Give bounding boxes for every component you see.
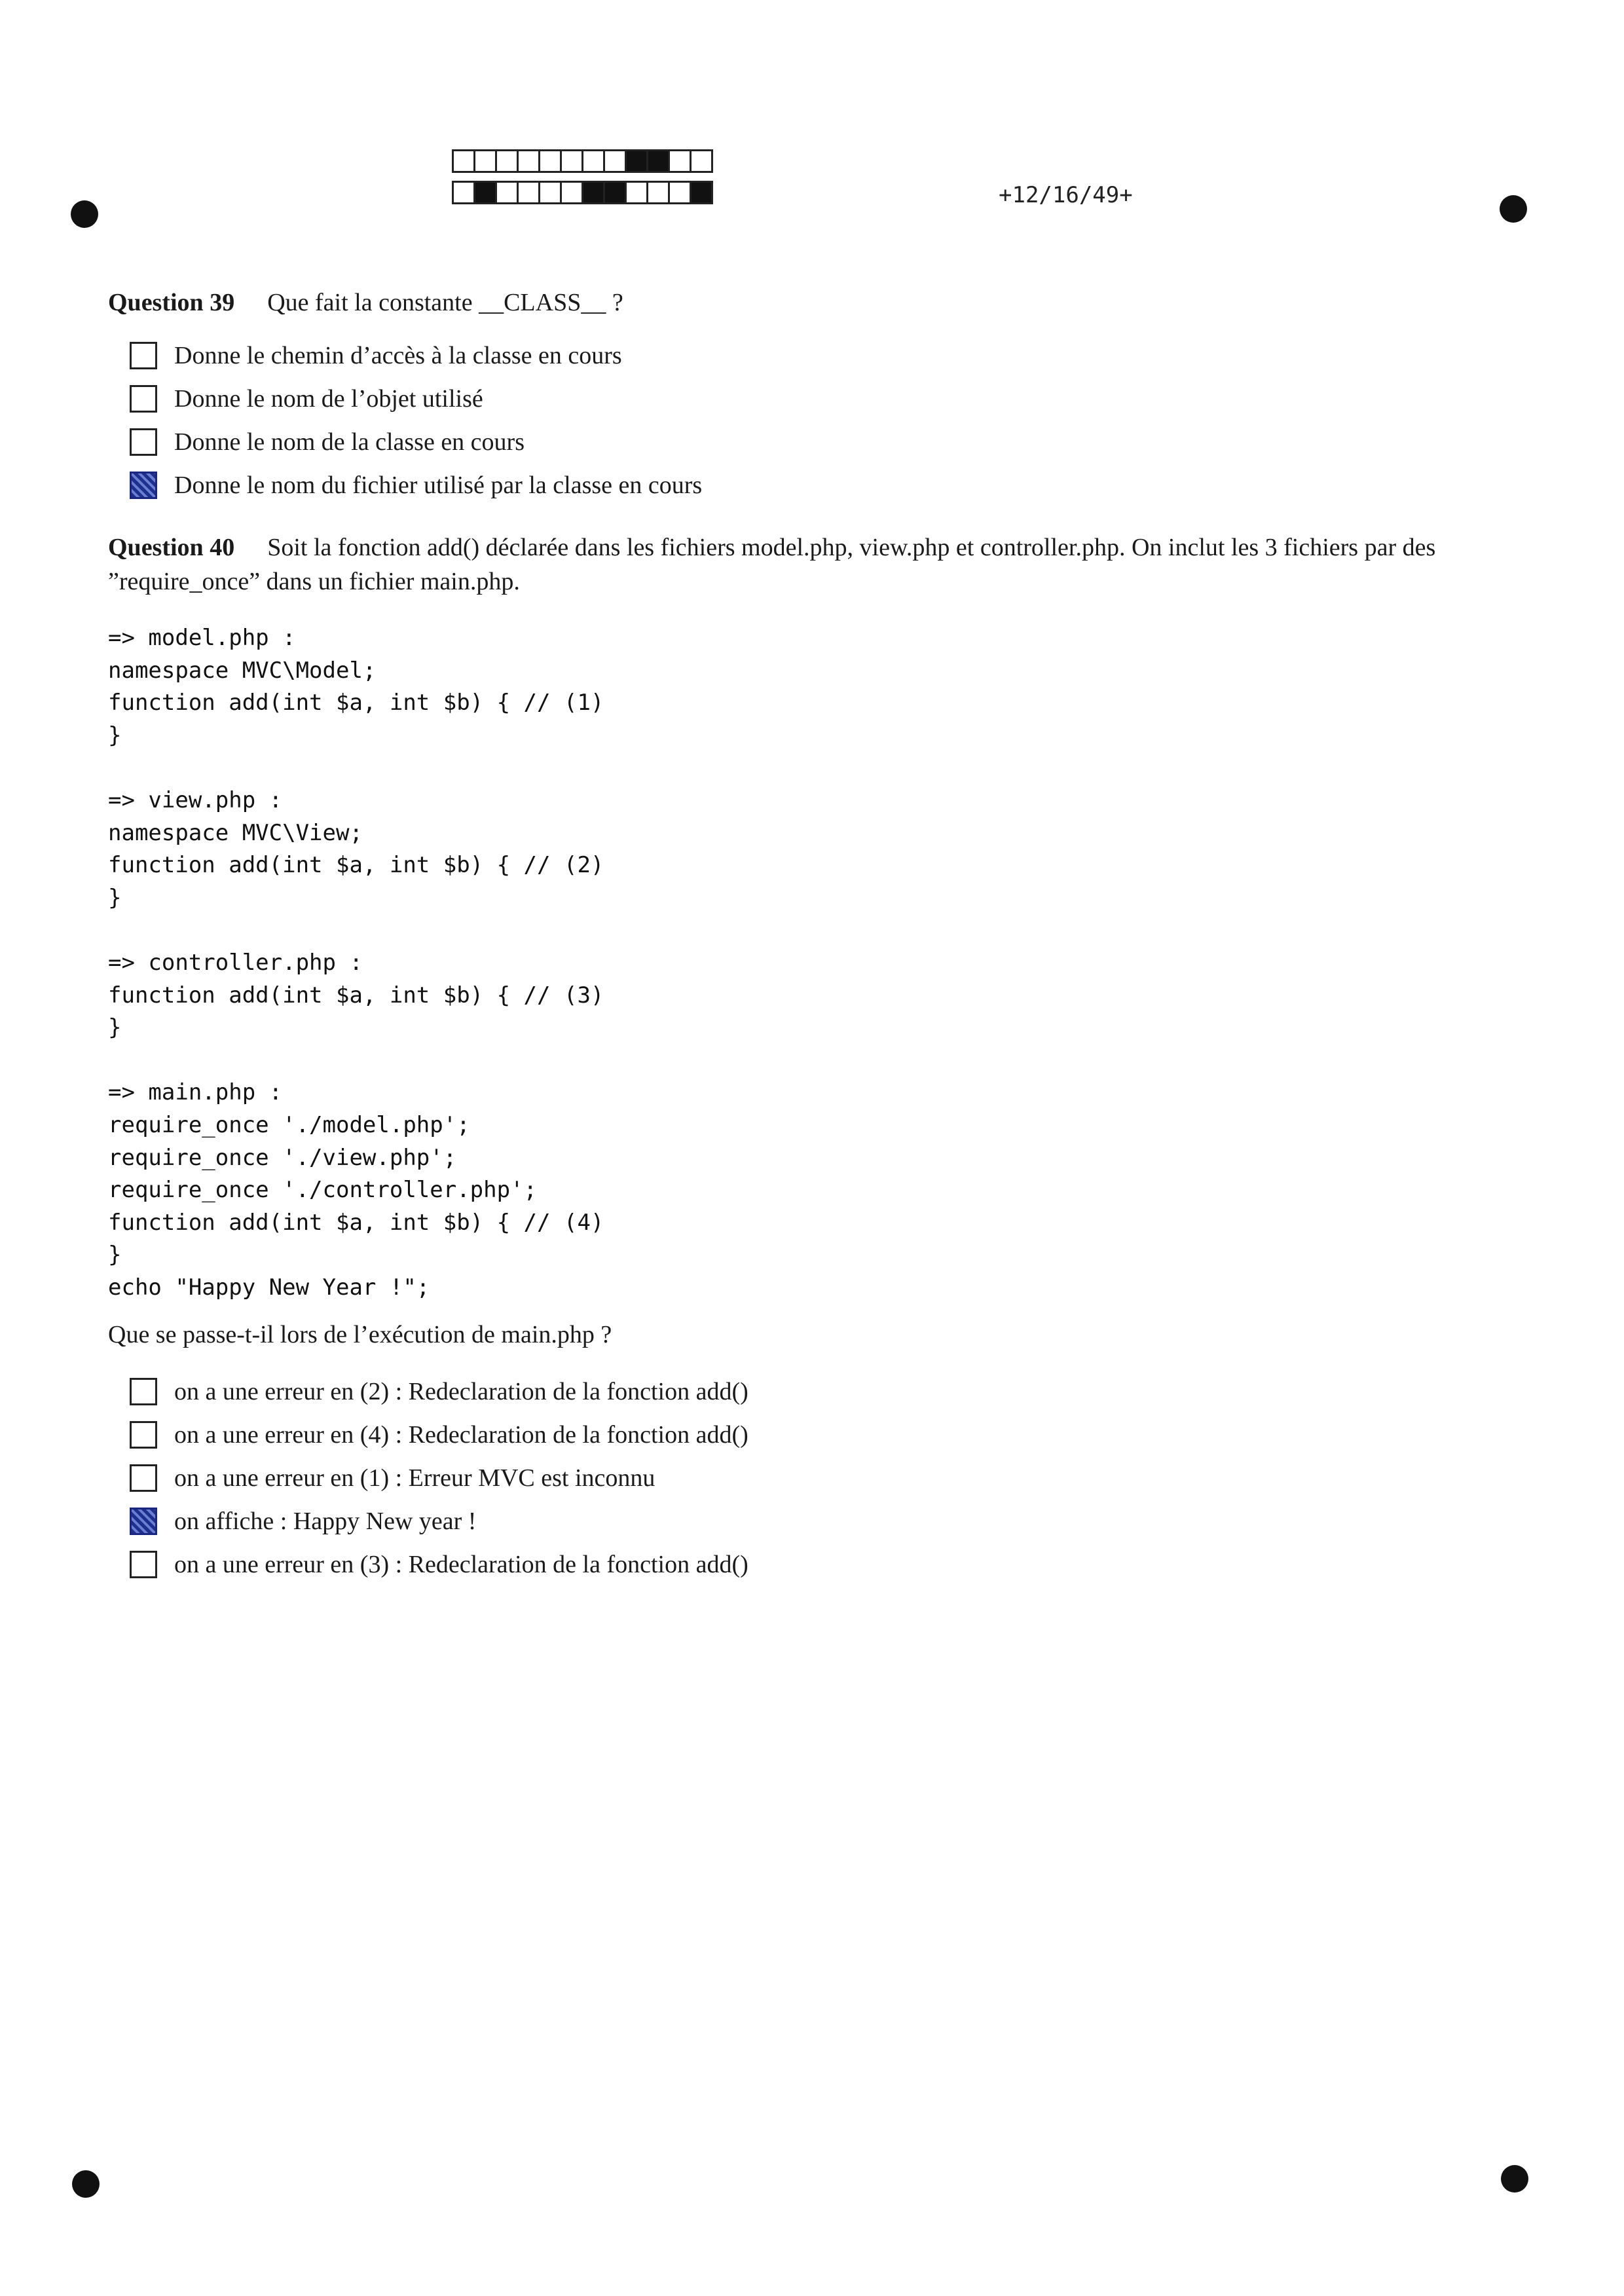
answer-checkbox[interactable] <box>130 1464 157 1492</box>
code-cell <box>538 181 562 204</box>
answer-checkbox[interactable] <box>130 1378 157 1405</box>
code-line: => model.php : <box>108 625 296 651</box>
code-listing <box>108 622 604 1304</box>
code-line: } <box>108 1014 122 1041</box>
code-cell <box>581 181 605 204</box>
code-line <box>108 914 604 947</box>
answer-text: Donne le chemin d’accès à la classe en cours <box>174 342 622 369</box>
answer-checkbox[interactable] <box>130 1421 157 1449</box>
code-line: => main.php : <box>108 1079 283 1106</box>
code-line: function add(int $a, int $b) { // (4) <box>108 1209 604 1236</box>
code-cell <box>646 149 670 173</box>
code-cell <box>495 149 519 173</box>
answer-choice[interactable] <box>130 1543 748 1586</box>
registration-mark-top-right <box>1500 195 1527 223</box>
answer-checkbox[interactable] <box>130 1508 157 1535</box>
code-cell <box>560 149 583 173</box>
code-line: } <box>108 722 122 749</box>
code-line: namespace MVC\View; <box>108 819 363 846</box>
code-cell <box>690 181 713 204</box>
question-prompt: Que se passe-t-il lors de l’exécution de main.php ? <box>108 1321 612 1348</box>
code-cell <box>517 181 540 204</box>
question-text: Soit la fonction add() déclarée dans les fichiers model.php, view.php et controller.php. On inclut les 3 fichiers par des ”require_once” dans un fichier main.php. <box>108 534 1436 595</box>
code-cell <box>517 149 540 173</box>
answer-checkbox[interactable] <box>130 342 157 369</box>
question-39 <box>108 286 1496 320</box>
registration-mark-top-left <box>71 200 98 228</box>
code-cell <box>473 181 497 204</box>
code-line: => view.php : <box>108 787 283 813</box>
code-line <box>108 1045 604 1077</box>
code-cell <box>603 149 627 173</box>
answer-text: Donne le nom de la classe en cours <box>174 428 525 456</box>
code-line: namespace MVC\Model; <box>108 657 377 684</box>
code-cell <box>560 181 583 204</box>
page-id: +12/16/49+ <box>999 182 1133 208</box>
code-line: function add(int $a, int $b) { // (2) <box>108 852 604 879</box>
page-code-grid-row-1 <box>452 149 711 173</box>
code-cell <box>495 181 519 204</box>
question-label: Question 39 <box>108 289 235 316</box>
code-cell <box>538 149 562 173</box>
code-line: echo "Happy New Year !"; <box>108 1274 430 1301</box>
answer-choice[interactable] <box>130 1370 748 1413</box>
answer-choice[interactable] <box>130 464 702 507</box>
answer-text: on a une erreur en (4) : Redeclaration de la fonction add() <box>174 1421 748 1449</box>
answer-checkbox[interactable] <box>130 1551 157 1578</box>
question-39-choices <box>130 334 702 507</box>
code-line: require_once './view.php'; <box>108 1144 457 1171</box>
code-cell <box>646 181 670 204</box>
answer-choice[interactable] <box>130 1413 748 1456</box>
code-cell <box>625 181 648 204</box>
code-cell <box>473 149 497 173</box>
code-cell <box>690 149 713 173</box>
code-line: function add(int $a, int $b) { // (3) <box>108 982 604 1009</box>
code-cell <box>668 181 692 204</box>
code-line: function add(int $a, int $b) { // (1) <box>108 690 604 716</box>
code-cell <box>603 181 627 204</box>
code-line: require_once './controller.php'; <box>108 1177 538 1204</box>
code-line: } <box>108 1242 122 1268</box>
answer-choice[interactable] <box>130 1456 748 1500</box>
answer-choice[interactable] <box>130 420 702 464</box>
question-text: Que fait la constante __CLASS__ ? <box>267 289 623 316</box>
answer-choice[interactable] <box>130 1500 748 1543</box>
code-line: } <box>108 884 122 911</box>
code-cell <box>668 149 692 173</box>
code-line: require_once './model.php'; <box>108 1111 470 1138</box>
registration-mark-bottom-left <box>72 2170 100 2198</box>
registration-mark-bottom-right <box>1501 2165 1528 2193</box>
answer-text: Donne le nom du fichier utilisé par la classe en cours <box>174 472 703 499</box>
page-code-grid-row-2 <box>452 181 711 204</box>
answer-text: on a une erreur en (2) : Redeclaration de la fonction add() <box>174 1378 748 1405</box>
answer-text: on a une erreur en (3) : Redeclaration de la fonction add() <box>174 1551 748 1578</box>
answer-text: on affiche : Happy New year ! <box>174 1508 477 1535</box>
code-cell <box>625 149 648 173</box>
answer-text: Donne le nom de l’objet utilisé <box>174 385 483 413</box>
code-cell <box>581 149 605 173</box>
code-line <box>108 752 604 785</box>
answer-checkbox[interactable] <box>130 428 157 456</box>
answer-checkbox[interactable] <box>130 472 157 499</box>
answer-choice[interactable] <box>130 377 702 420</box>
answer-checkbox[interactable] <box>130 385 157 413</box>
question-40 <box>108 530 1496 599</box>
question-label: Question 40 <box>108 534 235 561</box>
question-40-choices <box>130 1370 748 1586</box>
code-cell <box>452 181 475 204</box>
code-cell <box>452 149 475 173</box>
code-line: => controller.php : <box>108 949 363 976</box>
answer-choice[interactable] <box>130 334 702 377</box>
answer-text: on a une erreur en (1) : Erreur MVC est inconnu <box>174 1464 655 1492</box>
